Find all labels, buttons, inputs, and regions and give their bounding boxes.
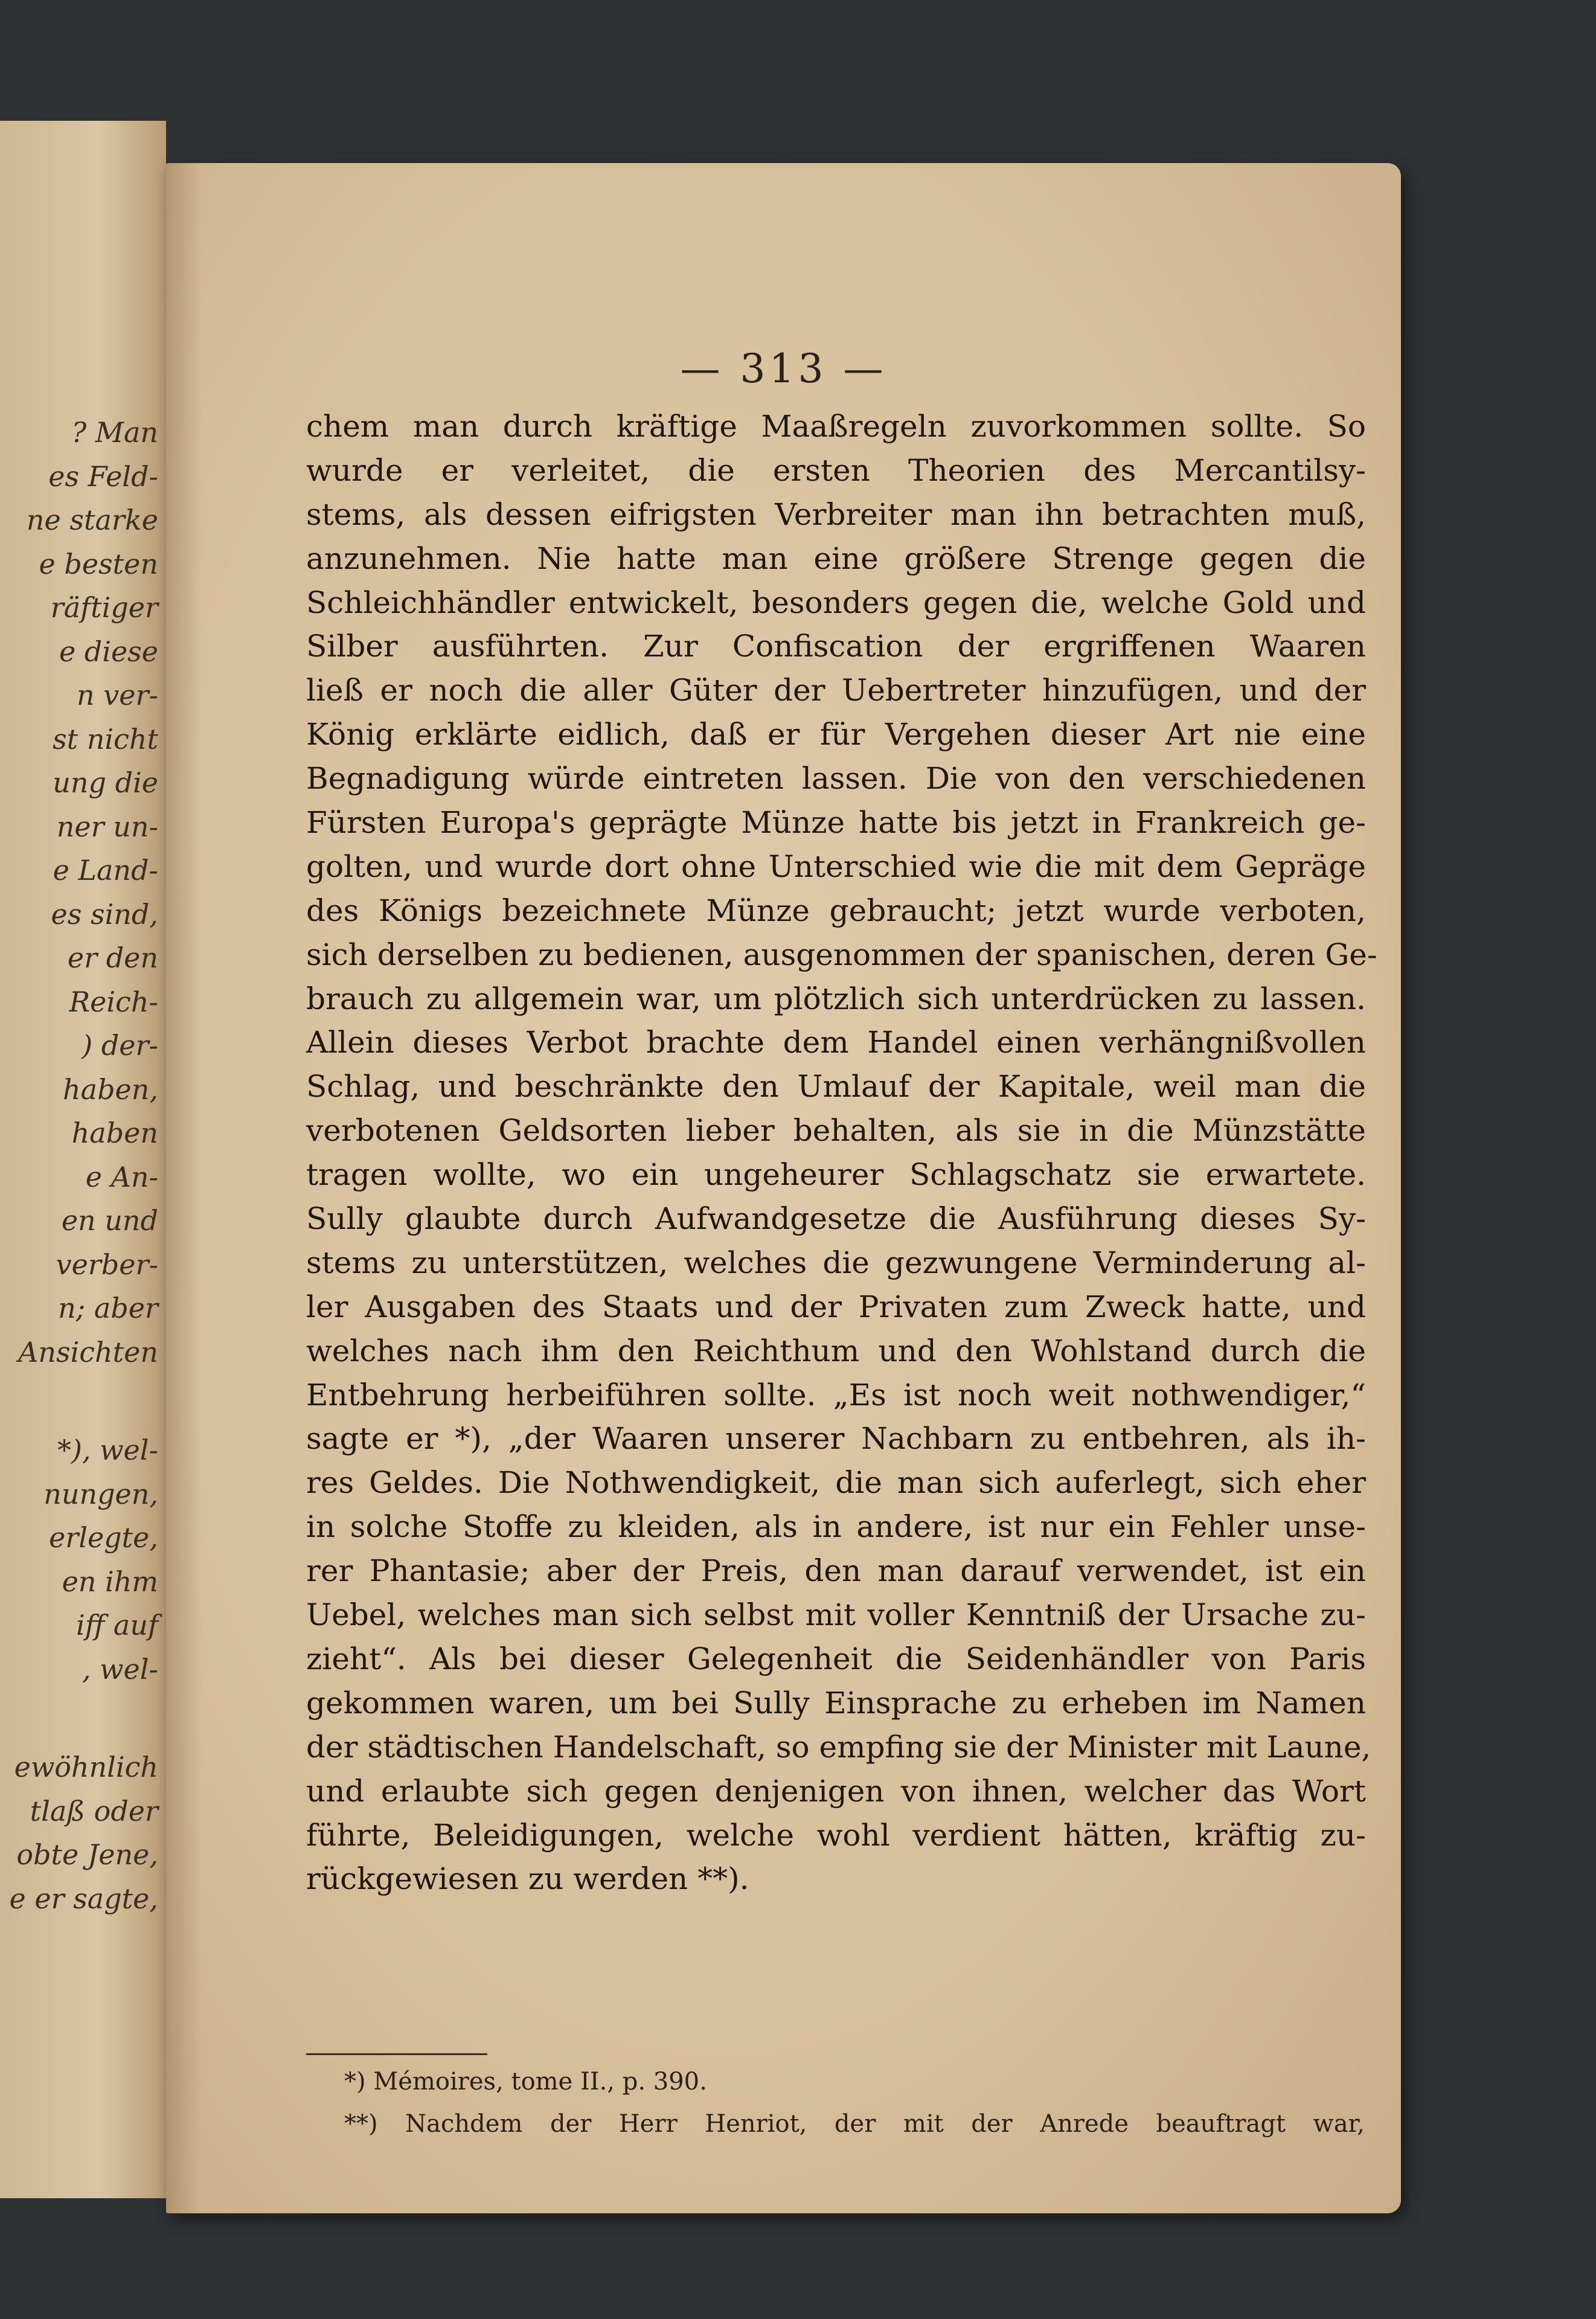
left-page-fragment: nungen, [43, 1477, 158, 1510]
left-page-fragment: iff auf [75, 1609, 158, 1641]
book-page [166, 163, 1401, 2213]
left-page-fragment: n ver- [77, 679, 158, 711]
text-line: stems, als dessen eifrigsten Verbreiter man ihn betrachten muß, [306, 496, 1366, 532]
page-number: — 313 — [680, 345, 887, 392]
text-line: sich derselben zu bedienen, ausgenommen der spanischen, deren Ge- [306, 937, 1377, 972]
page-gutter-shadow [166, 163, 202, 2213]
footnote-1: *) Mémoires, tome II., p. 390. [344, 2068, 707, 2096]
left-page-fragment: e besten [39, 547, 158, 580]
text-line: Schleichhändler entwickelt, besonders gegen die, welche Gold und [306, 585, 1366, 620]
text-line: gekommen waren, um bei Sully Einsprache zu erheben im Namen [306, 1685, 1366, 1721]
left-page-fragment: ewöhnlich [14, 1751, 158, 1783]
text-line: in solche Stoffe zu kleiden, als in andere, ist nur ein Fehler unse- [306, 1509, 1366, 1545]
left-page-fragment: st nicht [53, 722, 158, 755]
left-page-fragment: es Feld- [48, 460, 158, 493]
text-line: sagte er *), „der Waaren unserer Nachbarn zu entbehren, als ih- [306, 1421, 1366, 1457]
footnote-rule [306, 2053, 487, 2055]
footnote-2: **) Nachdem der Herr Henriot, der mit der Anrede beauftragt war, [344, 2110, 1365, 2138]
left-page-fragment: e Land- [53, 854, 158, 887]
left-page-fragment: haben, [63, 1073, 158, 1106]
text-line: und erlaubte sich gegen denjenigen von ihnen, welcher das Wort [306, 1773, 1366, 1809]
left-page-fragment: e diese [59, 635, 158, 668]
left-page-fragment: es sind, [51, 897, 158, 931]
text-line: Sully glaubte durch Aufwandgesetze die Ausführung dieses Sy- [306, 1201, 1366, 1237]
left-page-fragment: Ansichten [18, 1335, 158, 1368]
left-page-fragment: verber- [56, 1248, 158, 1281]
text-line: Begnadigung würde eintreten lassen. Die von den verschiedenen [306, 761, 1366, 797]
left-page-fragment: er den [67, 941, 158, 974]
text-line: führte, Beleidigungen, welche wohl verdient hätten, kräftig zu- [306, 1817, 1366, 1853]
left-page-fragment: , wel- [82, 1652, 158, 1686]
text-line: wurde er verleitet, die ersten Theorien des Mercantilsy- [306, 452, 1366, 488]
text-line: tragen wollte, wo ein ungeheurer Schlagschatz sie erwartete. [306, 1157, 1366, 1193]
left-page-fragment: *), wel- [57, 1434, 158, 1466]
text-line: der städtischen Handelschaft, so empfing sie der Minister mit Laune, [306, 1729, 1371, 1765]
left-page-fragment: räftiger [50, 591, 158, 624]
text-line: König erklärte eidlich, daß er für Vergehen dieser Art nie eine [306, 717, 1366, 752]
text-line: verbotenen Geldsorten lieber behalten, als sie in die Münzstätte [306, 1113, 1366, 1149]
text-line: Uebel, welches man sich selbst mit voller Kenntniß der Ursache zu- [306, 1597, 1366, 1633]
text-line: brauch zu allgemein war, um plötzlich sich unterdrücken zu lassen. [306, 981, 1366, 1016]
text-line: chem man durch kräftige Maaßregeln zuvorkommen sollte. So [306, 409, 1366, 444]
left-page-fragment: erlegte, [49, 1521, 158, 1554]
left-page-text-fragments [0, 411, 158, 1920]
left-page-fragment: e er sagte, [9, 1882, 158, 1915]
body-text [306, 405, 1377, 1901]
left-page-fragment: ) der- [82, 1029, 158, 1062]
left-page-fragment: en ihm [62, 1565, 158, 1598]
fragment-gap [0, 1374, 158, 1428]
text-line: Silber ausführten. Zur Confiscation der ergriffenen Waaren [306, 629, 1366, 664]
left-page-fragment: obte Jene, [16, 1838, 158, 1871]
left-page-fragment: haben [71, 1117, 158, 1149]
fragment-gap [0, 1691, 158, 1745]
left-page-edge [0, 121, 166, 2198]
left-page-fragment: tlaß oder [30, 1794, 158, 1827]
text-line: Fürsten Europa's geprägte Münze hatte bis jetzt in Frankreich ge- [306, 805, 1366, 841]
text-line: des Königs bezeichnete Münze gebraucht; jetzt wurde verboten, [306, 893, 1366, 928]
left-page-fragment: en und [61, 1204, 158, 1237]
left-page-fragment: ner un- [56, 810, 158, 843]
text-line: ließ er noch die aller Güter der Uebertreter hinzufügen, und der [306, 673, 1366, 708]
text-line: zieht“. Als bei dieser Gelegenheit die Seidenhändler von Paris [306, 1641, 1366, 1676]
text-line: Allein dieses Verbot brachte dem Handel einen verhängnißvollen [306, 1025, 1366, 1060]
footnotes [344, 2061, 1365, 2145]
left-page-fragment: n; aber [58, 1292, 158, 1324]
text-line: Entbehrung herbeiführen sollte. „Es ist noch weit nothwendiger,“ [306, 1377, 1366, 1413]
left-page-fragment: ne starke [26, 504, 158, 536]
text-line: stems zu unterstützen, welches die gezwungene Verminderung al- [306, 1245, 1366, 1280]
text-line: welches nach ihm den Reichthum und den Wohlstand durch die [306, 1333, 1366, 1368]
left-page-fragment: e An- [85, 1160, 158, 1193]
left-page-fragment: Reich- [69, 985, 158, 1018]
text-line: rückgewiesen zu werden **). [306, 1861, 749, 1897]
text-line: golten, und wurde dort ohne Unterschied wie die mit dem Gepräge [306, 848, 1366, 884]
text-line: Schlag, und beschränkte den Umlauf der Kapitale, weil man die [306, 1069, 1366, 1105]
left-page-fragment: ? Man [71, 416, 158, 449]
left-page-fragment: ung die [53, 766, 158, 799]
text-line: ler Ausgaben des Staats und der Privaten zum Zweck hatte, und [306, 1289, 1366, 1324]
text-line: res Geldes. Die Nothwendigkeit, die man sich auferlegt, sich eher [306, 1465, 1366, 1501]
text-line: anzunehmen. Nie hatte man eine größere Strenge gegen die [306, 540, 1366, 576]
text-line: rer Phantasie; aber der Preis, den man darauf verwendet, ist ein [306, 1553, 1366, 1589]
